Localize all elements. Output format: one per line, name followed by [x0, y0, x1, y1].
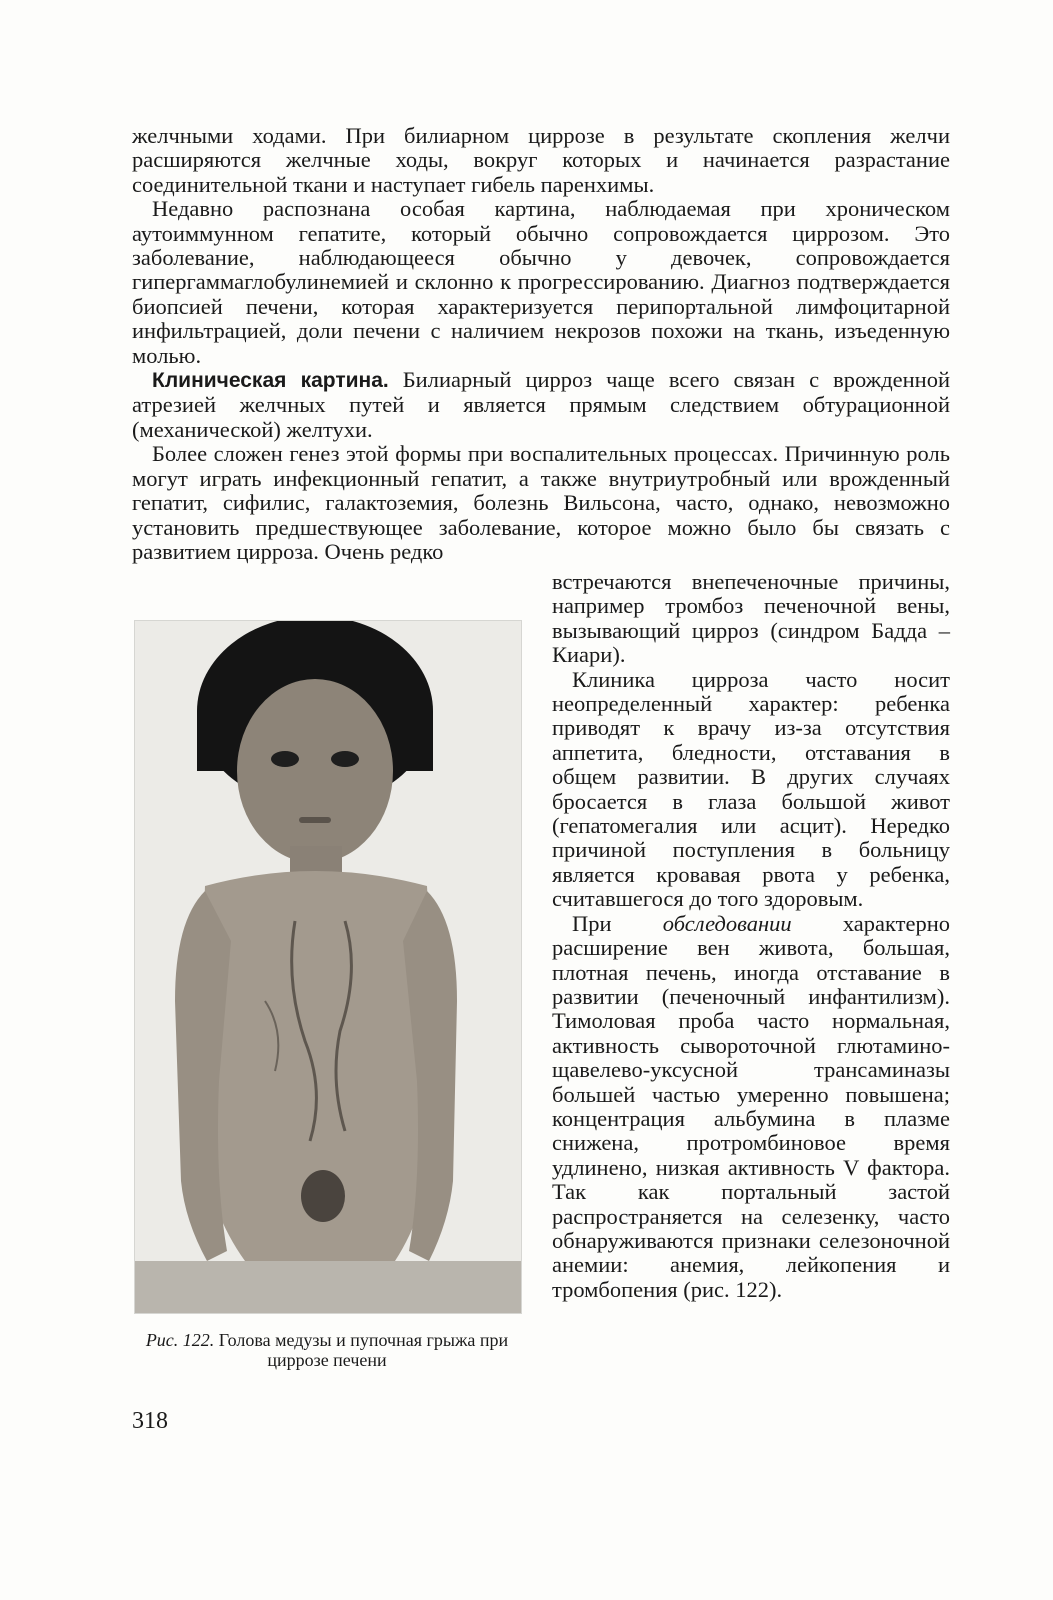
figure-label: Рис. 122. [145, 1330, 215, 1350]
exam-italic: обследовании [662, 910, 792, 936]
paragraph-3 [132, 368, 950, 442]
patient-photo [134, 620, 522, 1314]
exam-prefix: При [572, 910, 663, 936]
page-number: 318 [132, 1408, 168, 1434]
paragraph-4-continuation: встречаются внепеченочные причины, например тромбоз печеночной вены, вызывающий цирроз (синдром Бадда – Киари). [552, 569, 950, 668]
figure-caption-text: Голова медузы и пупочная грыжа при циррозе печени [214, 1330, 509, 1370]
patient-photo-illustration [135, 621, 521, 1313]
paragraph-clinic: Клиника цирроза часто носит неопределенный характер: ребенка приводят к врачу из-за отсутствия аппетита, бледности, отставания в общем развитии. В других случаях бросается в глаза большой живот (гепатомегалия или асцит). Нередко причиной поступления в больницу является кровавая рвота у ребенка, считавшегося до того здоровым. [552, 666, 950, 912]
paragraph-4: Более сложен генез этой формы при воспалительных процессах. Причинную роль могут играть инфекционный гепатит, а также внутриутробный или врожденный гепатит, сифилис, галактоземия, болезнь Вильсона, часто, однако, невозможно установить предшествующее заболевание, которое можно было бы связать с развитием цирроза. Очень редко [132, 441, 950, 564]
section-heading: Клиническая картина. [152, 369, 389, 393]
paragraph-exam [552, 912, 950, 1303]
figure-caption [134, 1330, 520, 1370]
main-text-top [132, 124, 950, 564]
right-column-text [552, 570, 950, 1302]
paragraph-1: желчными ходами. При билиарном циррозе в результате скопления желчи расширяются желчные ходы, вокруг которых и начинается разрастание соединительной ткани и наступает гибель паренхимы. [132, 123, 950, 197]
paragraph-2: Недавно распознана особая картина, наблюдаемая при хроническом аутоиммунном гепатите, который обычно сопровождается циррозом. Это заболевание, наблюдающееся обычно у девочек, сопровождается гипергаммаглобулинемией и склонно к прогрессированию. Диагноз подтверждается биопсией печени, которая характеризуется перипортальной лимфоцитарной инфильтрацией, доли печени с наличием некрозов похожи на ткань, изъеденную молью. [132, 196, 950, 368]
exam-text: характерно расширение вен живота, большая, плотная печень, иногда отставание в развитии (печеночный инфантилизм). Тимоловая проба часто нормальная, активность сывороточной глютамино-щавелево-уксусной трансаминазы большей частью умеренно повышена; концентрация альбумина в плазме снижена, протромбиновое время удлинено, низкая активность V фактора. Так как портальный застой распространяется на селезенку, часто обнаруживаются признаки селезоночной анемии: анемия, лейкопения и тромбопения (рис. 122). [552, 910, 951, 1302]
paragraph-3-text: Билиарный цирроз чаще всего связан с врожденной атрезией желчных путей и является прямым следствием обтурационной (механической) желтухи. [132, 367, 950, 442]
